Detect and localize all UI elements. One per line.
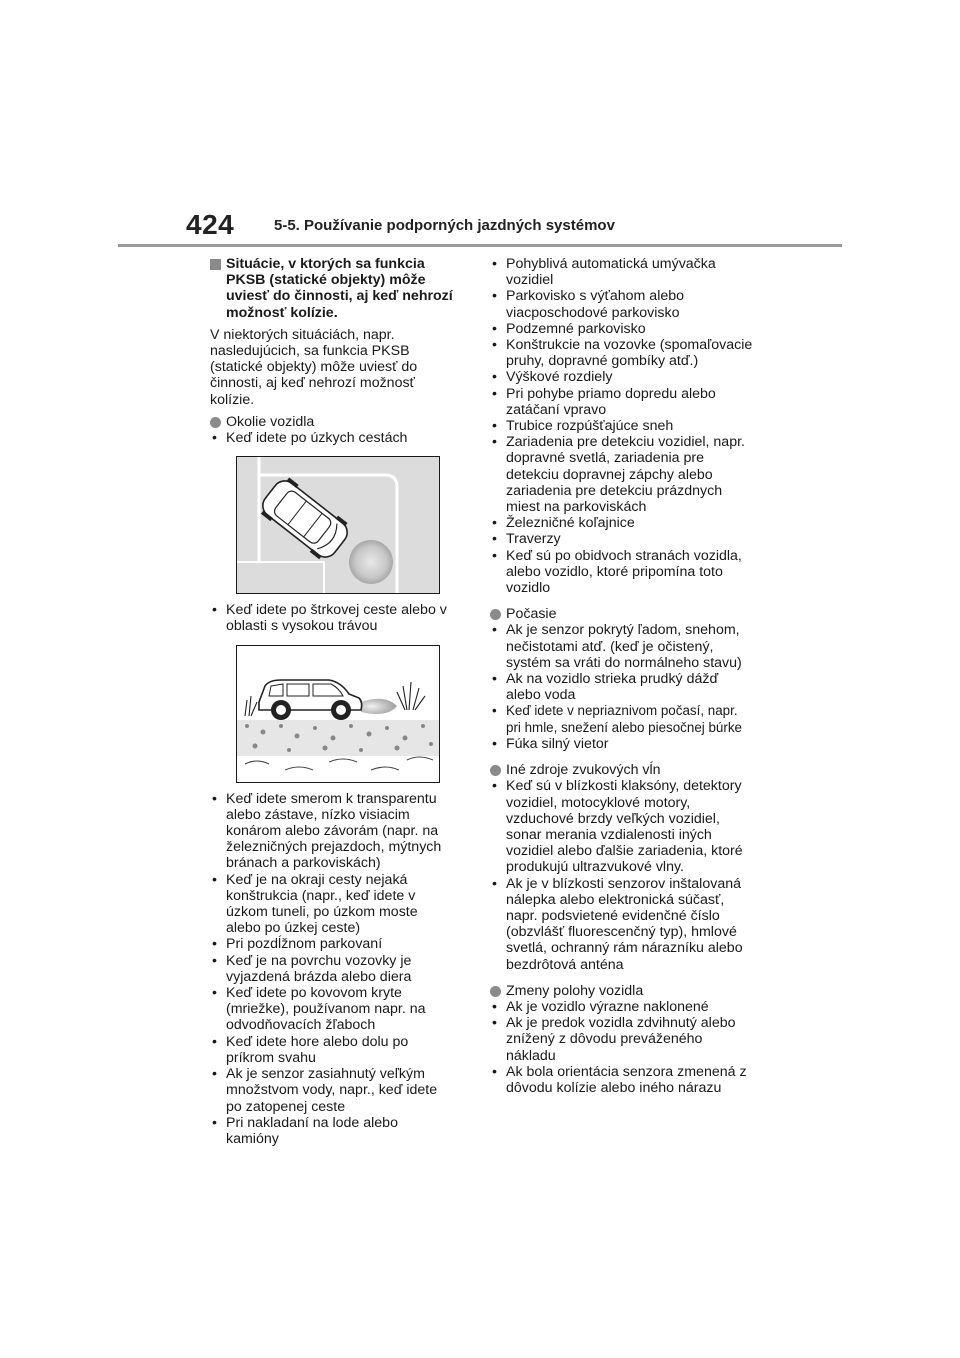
subsection-heading-position [490,983,754,999]
right-column [490,256,754,1096]
list-item: • Ak je senzor zasiahnutý veľkým množstvom vody, napr., keď idete po zatopenej ceste [210,1066,454,1115]
bullet-list-continued [490,256,754,596]
bullet-list-b [210,602,454,634]
list-item: • Keď idete hore alebo dolu po príkrom svahu [210,1034,454,1066]
subsection-heading-weather [490,606,754,622]
circle-bullet-icon [490,765,501,776]
page-number: 424 [186,209,235,240]
chapter-title: 5-5. Používanie podporných jazdných systémov [274,217,615,234]
subsection-title: Okolie vozidla [226,413,315,430]
list-item: • Keď je na okraji cesty nejaká konštrukcia (napr., keď idete v úzkom tuneli, po úzkom moste alebo po úzkej ceste) [210,872,454,937]
subsection-title: Počasie [506,606,557,623]
square-bullet-icon [210,259,221,270]
list-item: • Keď sú po obidvoch stranách vozidla, alebo vozidlo, ktoré pripomína toto vozidlo [490,548,754,597]
list-item: • Zariadenia pre detekciu vozidiel, napr. dopravné svetlá, zariadenia pre detekciu dopravnej zápchy alebo zariadenia pre detekciu prázdnych miest na parkoviskách [490,434,754,515]
section-heading [210,256,454,321]
subsection-heading-surroundings [210,414,454,430]
list-item: • Keď sú v blízkosti klaksóny, detektory vozidiel, motocyklové motory, vzduchové brzdy veľkých vozidiel, sonar merania vzdialenosti iných vozidiel alebo ďalšie zariadenia, ktoré produkujú ultrazvukové vlny. [490,778,754,875]
list-item: • Trubice rozpúšťajúce sneh [490,418,754,434]
list-item: • Konštrukcie na vozovke (spomaľovacie pruhy, dopravné gombíky atď.) [490,337,754,369]
intro-paragraph: V niektorých situáciách, napr. nasledujúcich, sa funkcia PKSB (statické objekty) môže uviesť do činnosti, aj keď nehrozí možnosť kolízie. [210,326,418,408]
list-item: • Keď idete po štrkovej ceste alebo v oblasti s vysokou trávou [210,602,454,634]
list-item: • Železničné koľajnice [490,515,754,531]
subsection-title: Iné zdroje zvukových vĺn [506,762,661,779]
list-item: • Ak bola orientácia senzora zmenená z dôvodu kolízie alebo iného nárazu [490,1064,754,1096]
list-item: • Ak je vozidlo výrazne naklonené [490,999,754,1015]
list-item: • Keď idete po kovovom kryte (mriežke), používanom napr. na odvodňovacích žľaboch [210,985,454,1034]
circle-bullet-icon [490,986,501,997]
gravel-road-illustration [236,645,440,783]
subsection-title: Zmeny polohy vozidla [506,982,644,999]
list-item: • Keď idete po úzkych cestách [210,430,454,446]
left-column [210,256,454,1147]
list-item: • Ak je senzor pokrytý ľadom, snehom, nečistotami atď. (keď je očistený, systém sa vráti do normálneho stavu) [490,622,754,671]
list-item: • Traverzy [490,531,754,547]
bullet-list-a [210,430,454,446]
list-item: • Ak je v blízkosti senzorov inštalovaná nálepka alebo elektronická súčasť, napr. podsvietené evidenčné číslo (obzvlášť fluorescenčný typ), hmlové svetlá, ochranný rám nárazníku alebo bezdrôtová anténa [490,876,754,973]
list-item: • Pri nakladaní na lode alebo kamióny [210,1115,454,1147]
list-item: • Podzemné parkovisko [490,321,754,337]
list-item: • Keď idete smerom k transparentu alebo zástave, nízko visiacim konárom alebo závorám (napr. na železničných prejazdoch, mýtnych bránach a parkoviskách) [210,791,454,872]
list-item: • Ak je predok vozidla zdvihnutý alebo znížený z dôvodu preváženého nákladu [490,1015,754,1064]
header-rule [118,244,842,247]
list-item: • Keď je na povrchu vozovky je vyjazdená brázda alebo diera [210,953,454,985]
list-item: • Pri pohybe priamo dopredu alebo zatáčaní vpravo [490,386,754,418]
list-item: • Keď idete v nepriaznivom počasí, napr. pri hmle, snežení alebo piesočnej búrke [490,703,754,735]
narrow-road-drawing [237,457,439,593]
circle-bullet-icon [490,609,501,620]
list-item: • Výškové rozdiely [490,369,754,385]
subsection-heading-sound [490,762,754,778]
list-item: • Ak na vozidlo strieka prudký dážď alebo voda [490,671,754,703]
list-item: • Fúka silný vietor [490,736,754,752]
list-item: • Pri pozdĺžnom parkovaní [210,936,454,952]
sound-bullet-list [490,778,754,972]
bullet-list-c [210,791,454,1147]
position-bullet-list [490,999,754,1096]
section-title: Situácie, v ktorých sa funkcia PKSB (statické objekty) môže uviesť do činnosti, aj keď nehrozí možnosť kolízie. [226,256,453,321]
narrow-road-illustration [236,456,440,594]
weather-bullet-list [490,622,754,752]
circle-bullet-icon [210,417,221,428]
list-item: • Pohyblivá automatická umývačka vozidiel [490,256,754,288]
gravel-road-drawing [237,646,439,782]
list-item: • Parkovisko s výťahom alebo viacposchodové parkovisko [490,288,754,320]
